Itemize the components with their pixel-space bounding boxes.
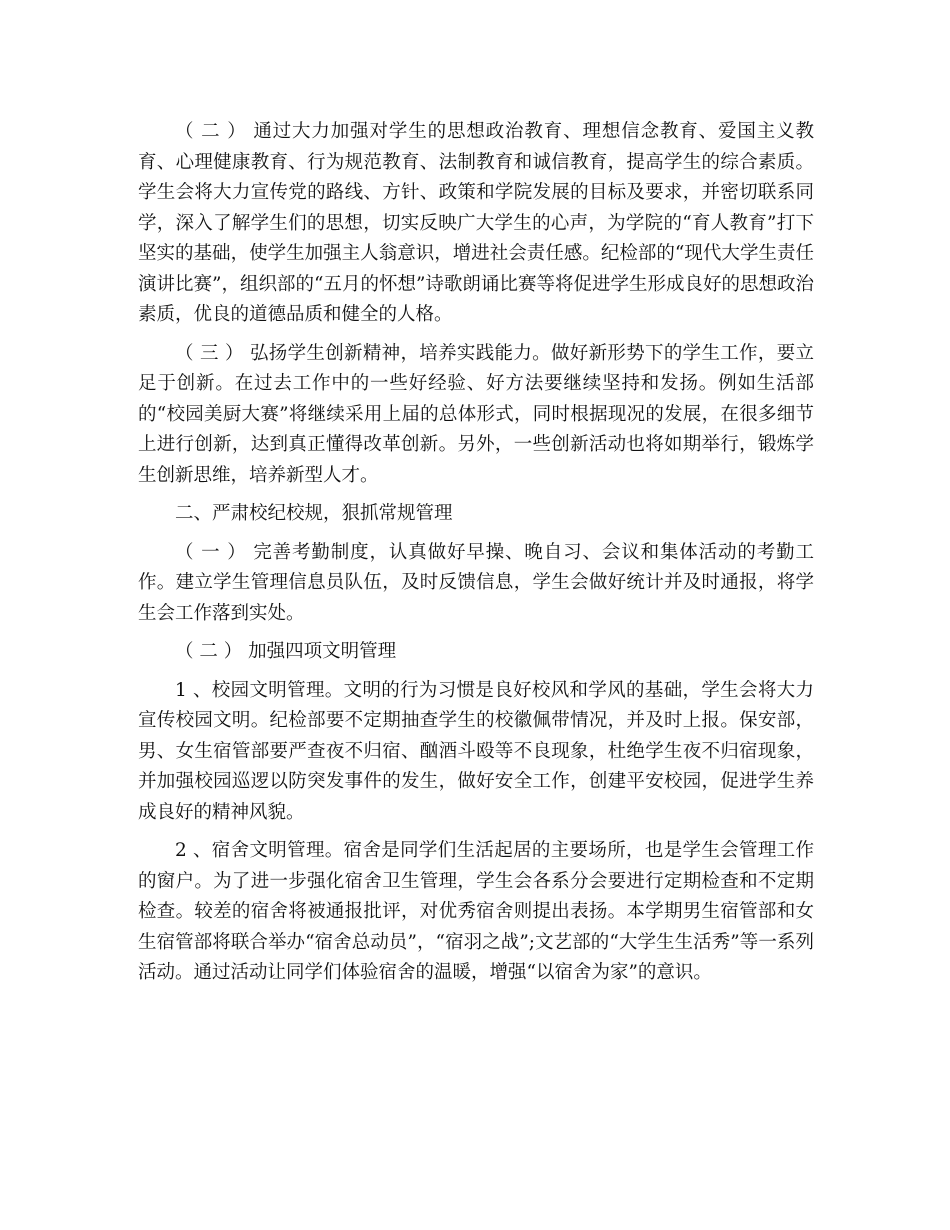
- paragraph-attendance: （ 一 ） 完善考勤制度，认真做好早操、晚自习、会议和集体活动的考勤工作。建立学生管理信息员队伍，及时反馈信息，学生会做好统计并及时通报，将学生会工作落到实处。: [138, 541, 814, 624]
- section-heading-discipline: 二、严肃校纪校规，狠抓常规管理: [175, 503, 453, 524]
- paragraph-dorm-civility: 2 、宿舍文明管理。宿舍是同学们生活起居的主要场所，也是学生会管理工作的窗户。为了进一步强化宿舍卫生管理，学生会各系分会要进行定期检查和不定期检查。较差的宿舍将被通报批评，对优秀宿舍则提出表扬。本学期男生宿管部和女生宿管部将联合举办“宿舍总动员”，“宿羽之战”;文艺部的“大学生生活秀”等一系列活动。通过活动让同学们体验宿舍的温暖，增强“以宿舍为家”的意识。: [138, 840, 814, 983]
- subheading-civility-management: （ 二 ） 加强四项文明管理: [175, 641, 397, 662]
- paragraph-innovation: （ 三 ） 弘扬学生创新精神，培养实践能力。做好新形势下的学生工作，要立足于创新。在过去工作中的一些好经验、好方法要继续坚持和发扬。例如生活部的“校园美厨大赛”将继续采用上届的总体形式，同时根据现况的发展，在很多细节上进行创新，达到真正懂得改革创新。另外，一些创新活动也将如期举行，锻炼学生创新思维，培养新型人才。: [138, 342, 814, 486]
- paragraph-campus-civility: 1 、校园文明管理。文明的行为习惯是良好校风和学风的基础，学生会将大力宣传校园文明。纪检部要不定期抽查学生的校徽佩带情况，并及时上报。保安部，男、女生宿管部要严查夜不归宿、酗酒斗殴等不良现象，杜绝学生夜不归宿现象，并加强校园巡逻以防突发事件的发生，做好安全工作，创建平安校园，促进学生养成良好的精神风貌。: [138, 679, 814, 823]
- document-body: [138, 117, 814, 997]
- paragraph-ideological-education: （ 二 ） 通过大力加强对学生的思想政治教育、理想信念教育、爱国主义教育、心理健康教育、行为规范教育、法制教育和诚信教育，提高学生的综合素质。学生会将大力宣传党的路线、方针、政策和学院发展的目标及要求，并密切联系同学，深入了解学生们的思想，切实反映广大学生的心声，为学院的“育人教育”打下坚实的基础，使学生加强主人翁意识，增进社会责任感。纪检部的“现代大学生责任演讲比赛”，组织部的“五月的怀想”诗歌朗诵比赛等将促进学生形成良好的思想政治素质，优良的道德品质和健全的人格。: [138, 121, 814, 325]
